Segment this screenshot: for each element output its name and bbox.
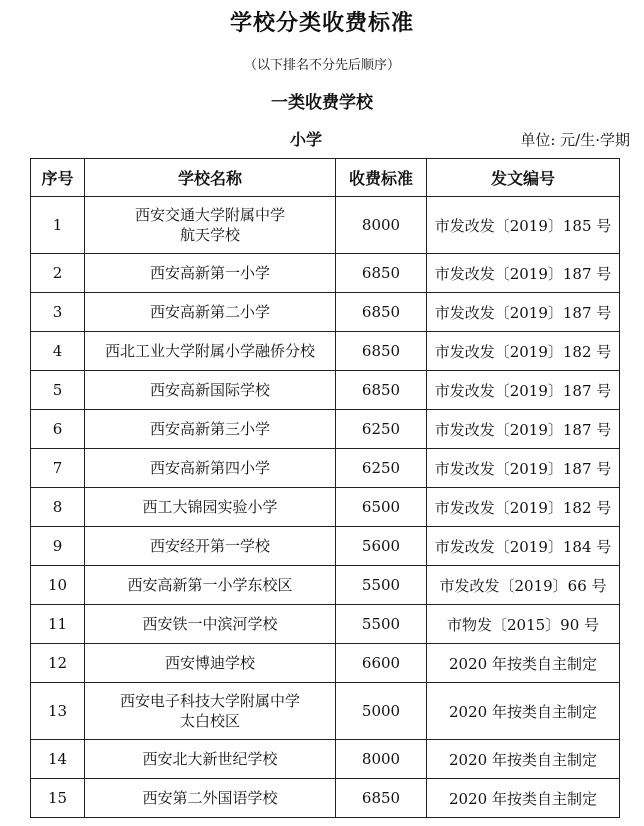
row-number: 2	[31, 254, 85, 293]
header-fee: 收费标准	[336, 159, 427, 197]
table-row	[31, 683, 620, 740]
document-number: 市发改发〔2019〕184 号	[427, 527, 620, 566]
table-row	[31, 566, 620, 605]
document-number: 市物发〔2015〕90 号	[427, 605, 620, 644]
row-number: 10	[31, 566, 85, 605]
row-number: 8	[31, 488, 85, 527]
school-name	[85, 779, 336, 818]
document-number: 市发改发〔2019〕187 号	[427, 254, 620, 293]
school-name-line: 西安高新第三小学	[149, 420, 270, 438]
document-number: 市发改发〔2019〕187 号	[427, 371, 620, 410]
row-number: 14	[31, 740, 85, 779]
page-title: 学校分类收费标准	[229, 10, 414, 36]
school-name	[85, 332, 336, 371]
document-number: 市发改发〔2019〕187 号	[427, 293, 620, 332]
section-title: 一类收费学校	[271, 93, 373, 113]
school-name	[85, 197, 336, 254]
document-number: 2020 年按类自主制定	[427, 644, 620, 683]
table-row	[31, 527, 620, 566]
document-number: 2020 年按类自主制定	[427, 740, 620, 779]
fee-value: 6850	[336, 293, 427, 332]
school-name-line: 西工大锦园实验小学	[142, 498, 278, 516]
school-name-line: 航天学校	[179, 226, 240, 244]
table-row	[31, 332, 620, 371]
school-name-line: 西安交通大学附属中学	[134, 206, 285, 224]
school-name	[85, 527, 336, 566]
fee-value: 5600	[336, 527, 427, 566]
school-name-line: 太白校区	[179, 712, 240, 730]
fee-value: 6850	[336, 779, 427, 818]
fee-value: 5000	[336, 683, 427, 740]
school-name-line: 西安高新第二小学	[149, 303, 270, 321]
document-number: 2020 年按类自主制定	[427, 779, 620, 818]
header-school-name: 学校名称	[85, 159, 336, 197]
school-name-line: 西安高新第四小学	[149, 459, 270, 477]
school-name-line: 西安高新第一小学东校区	[127, 576, 293, 594]
school-name-line: 西安高新第一小学	[149, 264, 270, 282]
document-number: 市发改发〔2019〕182 号	[427, 488, 620, 527]
school-name-line: 西安经开第一学校	[149, 537, 270, 555]
fee-value: 6600	[336, 644, 427, 683]
school-name-line: 西安第二外国语学校	[142, 789, 278, 807]
table-row	[31, 488, 620, 527]
school-name-line: 西安高新国际学校	[149, 381, 270, 399]
fee-value: 6850	[336, 254, 427, 293]
fee-value: 6500	[336, 488, 427, 527]
table-body	[31, 197, 620, 818]
school-name	[85, 740, 336, 779]
document-number: 市发改发〔2019〕182 号	[427, 332, 620, 371]
table-row	[31, 293, 620, 332]
school-level-label: 小学	[290, 130, 323, 149]
document-number: 市发改发〔2019〕187 号	[427, 449, 620, 488]
school-name	[85, 254, 336, 293]
row-number: 11	[31, 605, 85, 644]
table-row	[31, 371, 620, 410]
page-subtitle: （以下排名不分先后顺序）	[243, 58, 400, 73]
document-number: 2020 年按类自主制定	[427, 683, 620, 740]
fee-value: 5500	[336, 605, 427, 644]
table-row	[31, 740, 620, 779]
school-name	[85, 683, 336, 740]
document-number: 市发改发〔2019〕187 号	[427, 410, 620, 449]
school-name	[85, 293, 336, 332]
school-name-line: 西安电子科技大学附属中学	[119, 692, 300, 710]
header-number: 序号	[31, 159, 85, 197]
document-number: 市发改发〔2019〕66 号	[427, 566, 620, 605]
table-row	[31, 644, 620, 683]
school-name	[85, 488, 336, 527]
table-row	[31, 779, 620, 818]
fee-value: 6250	[336, 449, 427, 488]
school-name	[85, 449, 336, 488]
row-number: 12	[31, 644, 85, 683]
school-name-line: 西安北大新世纪学校	[142, 750, 278, 768]
fee-value: 5500	[336, 566, 427, 605]
row-number: 13	[31, 683, 85, 740]
school-name	[85, 371, 336, 410]
table-row	[31, 254, 620, 293]
row-number: 9	[31, 527, 85, 566]
document-number: 市发改发〔2019〕185 号	[427, 197, 620, 254]
school-name	[85, 644, 336, 683]
unit-label: 单位: 元/生·学期	[520, 131, 630, 149]
row-number: 1	[31, 197, 85, 254]
school-name	[85, 410, 336, 449]
row-number: 15	[31, 779, 85, 818]
row-number: 7	[31, 449, 85, 488]
school-name-line: 西北工业大学附属小学融侨分校	[104, 342, 315, 360]
table-header-row	[31, 159, 620, 197]
fee-value: 6250	[336, 410, 427, 449]
fee-value: 6850	[336, 332, 427, 371]
table-row	[31, 197, 620, 254]
school-name	[85, 605, 336, 644]
fee-value: 6850	[336, 371, 427, 410]
school-name-line: 西安博迪学校	[164, 654, 255, 672]
fee-value: 8000	[336, 740, 427, 779]
table-row	[31, 605, 620, 644]
table-row	[31, 410, 620, 449]
row-number: 4	[31, 332, 85, 371]
school-name	[85, 566, 336, 605]
fee-table	[30, 158, 620, 818]
fee-value: 8000	[336, 197, 427, 254]
row-number: 6	[31, 410, 85, 449]
header-document-number: 发文编号	[427, 159, 620, 197]
school-name-line: 西安铁一中滨河学校	[142, 615, 278, 633]
table-row	[31, 449, 620, 488]
row-number: 3	[31, 293, 85, 332]
row-number: 5	[31, 371, 85, 410]
